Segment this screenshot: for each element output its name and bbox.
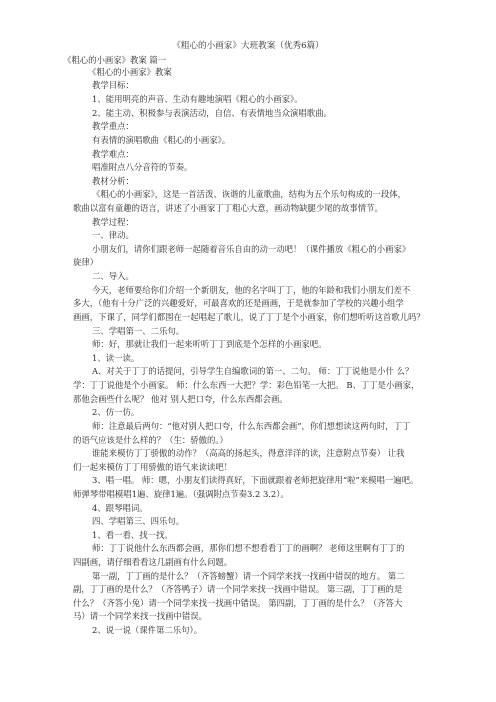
text-line: 3、唱一唱。 师：嗯，小朋友们读得真好，下面就跟着老师把旋律用“啦”来模唱一遍吧。 (92, 475, 419, 485)
text-line: 4、跟琴唱词。 (92, 503, 148, 513)
text-line: 四、学唱第三、四乐句。 (92, 516, 185, 526)
text-line: 唱准附点八分音符的节奏。 (92, 162, 193, 172)
text-line: 马）请一个同学来找一找画中错误。 (73, 611, 207, 621)
text-line: 教材分析： (92, 176, 134, 186)
text-line: 师：好，那就让我们一起来听听丁丁到底是个怎样的小画家吧。 (92, 339, 327, 349)
text-line: 旋律） (73, 257, 99, 267)
text-line: 师：丁丁说他什么东西都会画，那你们想不想看看丁丁的画啊？ 老师这里啊有丁丁的 (92, 543, 405, 553)
text-line: 2、仿一仿。 (92, 407, 140, 417)
document-title: 《粗心的小画家》大班教案（优秀6篇） (172, 41, 324, 51)
text-line: 师弹琴带唱模唱1遍、旋律1遍。（强调附点节奏3.2 3.2）。 (73, 489, 289, 499)
text-line: 《粗心的小画家》，这是一首活泼、诙谐的儿童歌曲，结构为五个乐句构成的一段体， (92, 189, 407, 199)
text-line: 二、导入。 (92, 271, 134, 281)
text-line: 的语气应该是什么样的？（生：骄傲的。） (73, 435, 228, 445)
text-line: 教学过程： (92, 217, 134, 227)
text-line: 教学重点： (92, 121, 134, 131)
text-line: 学：丁丁说他是个小画家。 师：什么东西一大把？学：彩色铅笔一大把。 B、丁丁是小画家， (73, 380, 420, 390)
text-line: 画画，下课了，同学们都围在一起唱起了歌儿，说了丁丁是个小画家，你们想听听这首歌儿吗？ (73, 312, 425, 322)
text-line: 三、学唱第一、二乐句。 (92, 326, 185, 336)
text-line: 今天，老师要给你们介绍一个新朋友，他的名字叫丁丁，他的年龄和我们小朋友们差不 (92, 285, 411, 295)
text-line: 那他会画些什么呢？ 他对 别人把口夸，什么东西都会画。 (73, 394, 288, 404)
text-line: 副，丁丁画的是什么？（齐答鸭子）请一个同学来找一找画中错误。 第三副，丁丁画的是 (73, 584, 403, 594)
text-line: 谁能来模仿丁丁骄傲的动作？（高高的扬起头，得意洋洋的读，注意附点节奏） 让我 (92, 448, 405, 458)
text-line: 什么？（齐答小兔）请一个同学来找一找画中错误。 第四副，丁丁画的是什么？（齐答大 (73, 598, 403, 608)
text-line: 四副画，请仔细看看这几副画有什么问题。 (73, 557, 233, 567)
text-line: 们一起来模仿丁丁用骄傲的语气来读读吧！ (73, 462, 233, 472)
text-line: A、对关于丁丁的话提问，引导学生自编歌词的第一、二句。 师：丁丁说他是小什 么？ (92, 366, 414, 376)
text-line: 一、律动。 (92, 230, 134, 240)
text-line: 教学难点： (92, 149, 134, 159)
text-line: 教学目标： (92, 80, 134, 90)
text-line: 多大，（他有十分广泛的兴趣爱好，可最喜欢的还是画画，于是就参加了学校的兴趣小组学 (73, 298, 404, 308)
text-line: 1、能用明亮的声音、生动有趣地演唱《粗心的小画家》。 (92, 94, 303, 104)
sub-heading: 《粗心的小画家》教案 (88, 67, 172, 77)
text-line: 2、说一说（课件第二乐句）。 (92, 625, 203, 635)
section-heading: 《粗心的小画家》教案 篇一 (63, 55, 167, 65)
text-line: 2、能主动、积极参与表演活动，自信、有表情地当众演唱歌曲。 (92, 108, 332, 118)
text-line: 有表情的演唱歌曲《粗心的小画家》。 (92, 135, 231, 145)
text-line: 师：注意最后两句：“他对别人把口夸，什么东西都会画”，你们想想读这两句时，丁丁 (92, 421, 411, 431)
text-line: 1、读一读。 (92, 353, 140, 363)
text-line: 第一副，丁丁画的是什么？（齐答螃蟹）请一个同学来找一找画中错误的地方。 第二 (92, 571, 405, 581)
text-line: 小朋友们，请你们跟老师一起随着音乐自由的动一动吧！（课件播放《粗心的小画家》 (92, 244, 411, 254)
text-line: 1、看一看、找一找。 (92, 530, 173, 540)
text-line: 歌曲以富有童趣的语言，讲述了小画家丁丁粗心大意，画动物缺腿少尾的故事情节。 (73, 203, 383, 213)
